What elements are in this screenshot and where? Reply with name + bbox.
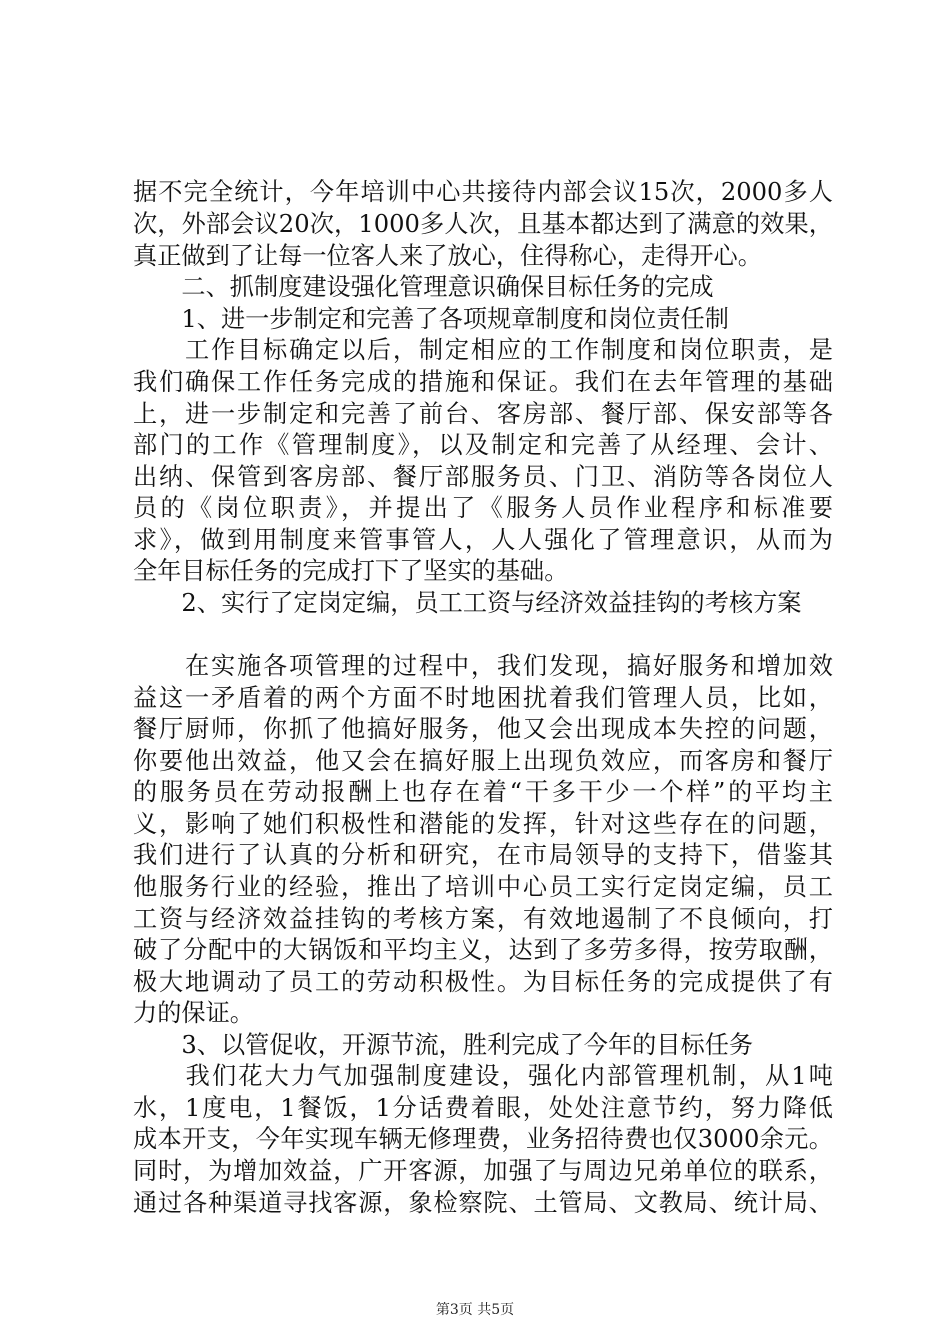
text-line: 出纳、保管到客房部、餐厅部服务员、门卫、消防等各岗位人 bbox=[133, 463, 833, 491]
text-line: 据不完全统计，今年培训中心共接待内部会议15次，2000多人 bbox=[133, 178, 833, 206]
text-line: 部门的工作《管理制度》，以及制定和完善了从经理、会计、 bbox=[133, 431, 833, 459]
text-line: 极大地调动了员工的劳动积极性。为目标任务的完成提供了有 bbox=[133, 968, 833, 996]
text-line: 成本开支，今年实现车辆无修理费，业务招待费也仅3000余元。 bbox=[133, 1125, 833, 1153]
subsection-heading: 3、以管促收，开源节流，胜利完成了今年的目标任务 bbox=[133, 1031, 754, 1059]
subsection-heading: 1、进一步制定和完善了各项规章制度和岗位责任制 bbox=[133, 305, 729, 333]
text-line: 餐厅厨师，你抓了他搞好服务，他又会出现成本失控的问题， bbox=[133, 715, 833, 743]
text-line: 求》，做到用制度来管事管人，人人强化了管理意识，从而为 bbox=[133, 526, 833, 554]
text-line: 真正做到了让每一位客人来了放心，住得称心，走得开心。 bbox=[133, 242, 762, 270]
text-line: 我们进行了认真的分析和研究，在市局领导的支持下，借鉴其 bbox=[133, 841, 833, 869]
text-line: 我们花大力气加强制度建设，强化内部管理机制，从1吨 bbox=[133, 1062, 833, 1090]
text-line: 你要他出效益，他又会在搞好服上出现负效应，而客房和餐厅 bbox=[133, 747, 833, 775]
text-line: 员的《岗位职责》，并提出了《服务人员作业程序和标准要 bbox=[133, 494, 833, 522]
subsection-heading: 2、实行了定岗定编，员工工资与经济效益挂钩的考核方案 bbox=[133, 589, 802, 617]
text-line: 工作目标确定以后，制定相应的工作制度和岗位职责，是 bbox=[133, 336, 833, 364]
text-line: 水，1度电，1餐饭，1分话费着眼，处处注意节约，努力降低 bbox=[133, 1094, 833, 1122]
text-line: 工资与经济效益挂钩的考核方案，有效地遏制了不良倾向，打 bbox=[133, 905, 833, 933]
text-line: 力的保证。 bbox=[133, 999, 254, 1027]
text-line: 我们确保工作任务完成的措施和保证。我们在去年管理的基础 bbox=[133, 368, 833, 396]
text-line: 上，进一步制定和完善了前台、客房部、餐厅部、保安部等各 bbox=[133, 400, 833, 428]
page-footer: 第3页 共5页 bbox=[435, 1302, 515, 1318]
text-line: 全年目标任务的完成打下了坚实的基础。 bbox=[133, 557, 569, 585]
text-line: 的服务员在劳动报酬上也存在着“干多干少一个样”的平均主 bbox=[133, 778, 833, 806]
text-line: 他服务行业的经验，推出了培训中心员工实行定岗定编，员工 bbox=[133, 873, 833, 901]
text-line: 益这一矛盾着的两个方面不时地困扰着我们管理人员，比如， bbox=[133, 684, 833, 712]
section-heading: 二、抓制度建设强化管理意识确保目标任务的完成 bbox=[133, 273, 714, 301]
text-line: 在实施各项管理的过程中，我们发现，搞好服务和增加效 bbox=[133, 652, 833, 680]
text-line: 次，外部会议20次，1000多人次，且基本都达到了满意的效果， bbox=[133, 210, 833, 238]
text-line: 同时，为增加效益，广开客源，加强了与周边兄弟单位的联系， bbox=[133, 1157, 833, 1185]
text-line: 义，影响了她们积极性和潜能的发挥，针对这些存在的问题， bbox=[133, 810, 833, 838]
text-line: 破了分配中的大锅饭和平均主义，达到了多劳多得，按劳取酬， bbox=[133, 936, 833, 964]
text-line: 通过各种渠道寻找客源，象检察院、土管局、文教局、统计局、 bbox=[133, 1189, 833, 1217]
